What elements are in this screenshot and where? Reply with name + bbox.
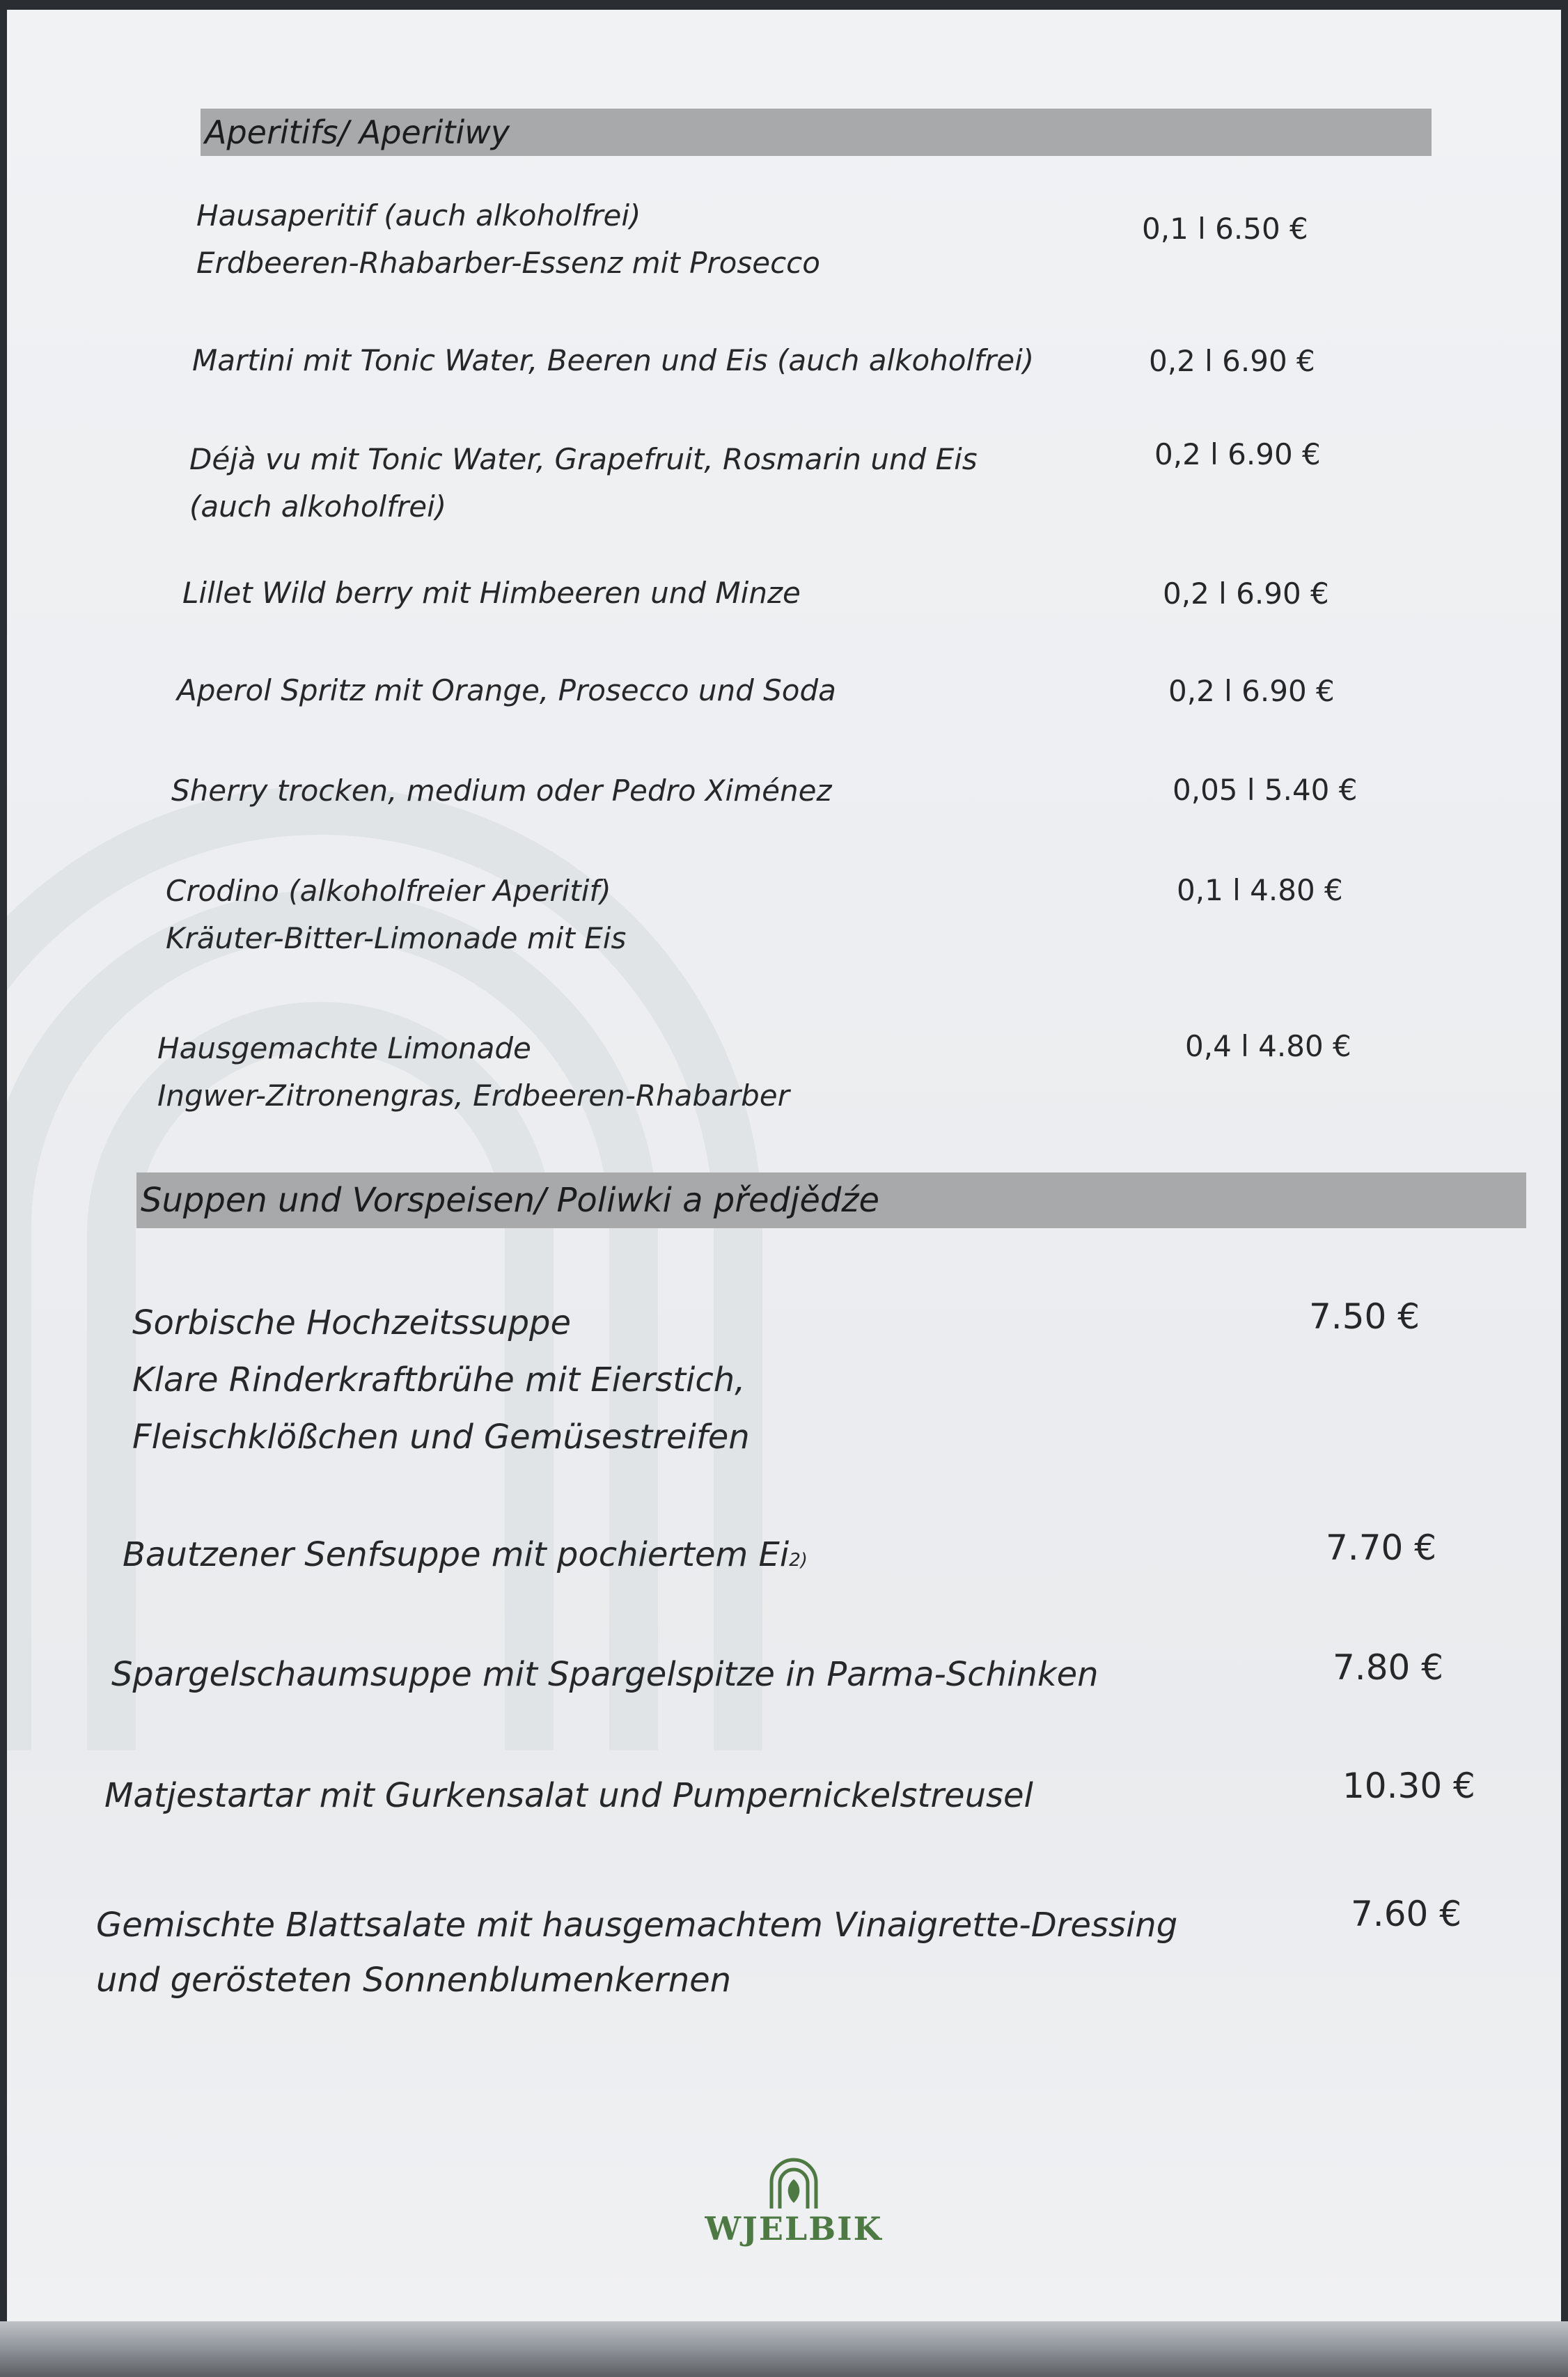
item-name: Spargelschaumsuppe mit Spargelspitze in Parma-Schinken <box>111 1655 1099 1694</box>
item-description: Kräuter-Bitter-Limonade mit Eis <box>166 921 627 955</box>
item-name: Bautzener Senfsuppe mit pochiertem Ei <box>123 1535 790 1574</box>
item-price: 0,2 l 6.90 € <box>1149 344 1315 378</box>
item-description: Ingwer-Zitronengras, Erdbeeren-Rhabarber <box>157 1078 790 1113</box>
page-bottom-edge <box>0 2321 1568 2377</box>
menu-item <box>177 667 836 714</box>
section-title-aperitifs: Aperitifs/ Aperitiwy <box>205 113 510 151</box>
item-name-line <box>123 1526 808 1589</box>
menu-item <box>132 1294 750 1466</box>
menu-item <box>189 436 978 531</box>
menu-item <box>104 1767 1033 1824</box>
item-name: Lillet Wild berry mit Himbeeren und Minze <box>182 576 801 610</box>
item-price: 0,2 l 6.90 € <box>1163 576 1329 611</box>
item-name: Déjà vu mit Tonic Water, Grapefruit, Rosmarin und Eis <box>189 442 978 476</box>
item-description: Erdbeeren-Rhabarber-Essenz mit Prosecco <box>196 246 820 280</box>
item-price: 0,2 l 6.90 € <box>1154 437 1321 471</box>
item-name: Crodino (alkoholfreier Aperitif) <box>166 874 611 908</box>
menu-item <box>157 1025 790 1120</box>
item-price: 0,1 l 6.50 € <box>1142 212 1308 246</box>
item-price: 0,1 l 4.80 € <box>1177 873 1343 907</box>
item-name: Gemischte Blattsalate mit hausgemachtem Vinaigrette-Dressing <box>96 1906 1178 1945</box>
item-description: Klare Rinderkraftbrühe mit Eierstich, <box>132 1360 746 1399</box>
watermark-arch-icon <box>7 706 842 1750</box>
menu-item <box>166 868 626 962</box>
item-name: Matjestartar mit Gurkensalat und Pumpernickelstreusel <box>104 1776 1033 1815</box>
section-header-aperitifs <box>201 109 1432 156</box>
item-name: Sherry trocken, medium oder Pedro Ximénez <box>171 774 832 808</box>
menu-item <box>171 767 832 815</box>
menu-item <box>196 192 820 287</box>
menu-item <box>111 1646 1099 1703</box>
item-price: 7.50 € <box>1309 1296 1420 1337</box>
restaurant-logo <box>689 2154 898 2252</box>
allergen-footnote: 2) <box>789 1550 808 1571</box>
item-name: Hausgemachte Limonade <box>157 1031 531 1065</box>
menu-sheet <box>7 10 1561 2321</box>
arch-leaf-icon <box>766 2154 822 2210</box>
item-name: Sorbische Hochzeitssuppe <box>132 1303 572 1342</box>
item-price: 10.30 € <box>1342 1766 1475 1806</box>
menu-item <box>192 337 1034 384</box>
section-header-soups <box>136 1172 1526 1228</box>
logo-text: WJELBIK <box>705 2210 883 2247</box>
menu-item <box>123 1526 808 1589</box>
item-price: 7.60 € <box>1351 1894 1462 1934</box>
item-price: 0,2 l 6.90 € <box>1168 674 1335 708</box>
item-name: Hausaperitif (auch alkoholfrei) <box>196 198 641 233</box>
section-title-soups: Suppen und Vorspeisen/ Poliwki a předjědźe <box>141 1181 880 1220</box>
item-name: Aperol Spritz mit Orange, Prosecco und Soda <box>177 673 836 707</box>
item-price: 0,05 l 5.40 € <box>1173 773 1358 807</box>
menu-item <box>96 1897 1177 2007</box>
item-name: Martini mit Tonic Water, Beeren und Eis (auch alkoholfrei) <box>192 343 1035 377</box>
item-description: (auch alkoholfrei) <box>189 489 447 524</box>
item-price: 7.70 € <box>1326 1528 1437 1568</box>
item-price: 7.80 € <box>1333 1647 1444 1688</box>
item-price: 0,4 l 4.80 € <box>1185 1029 1351 1063</box>
menu-item <box>182 570 801 617</box>
item-description: und gerösteten Sonnenblumenkernen <box>96 1961 732 2000</box>
item-description: Fleischklößchen und Gemüsestreifen <box>132 1418 750 1457</box>
